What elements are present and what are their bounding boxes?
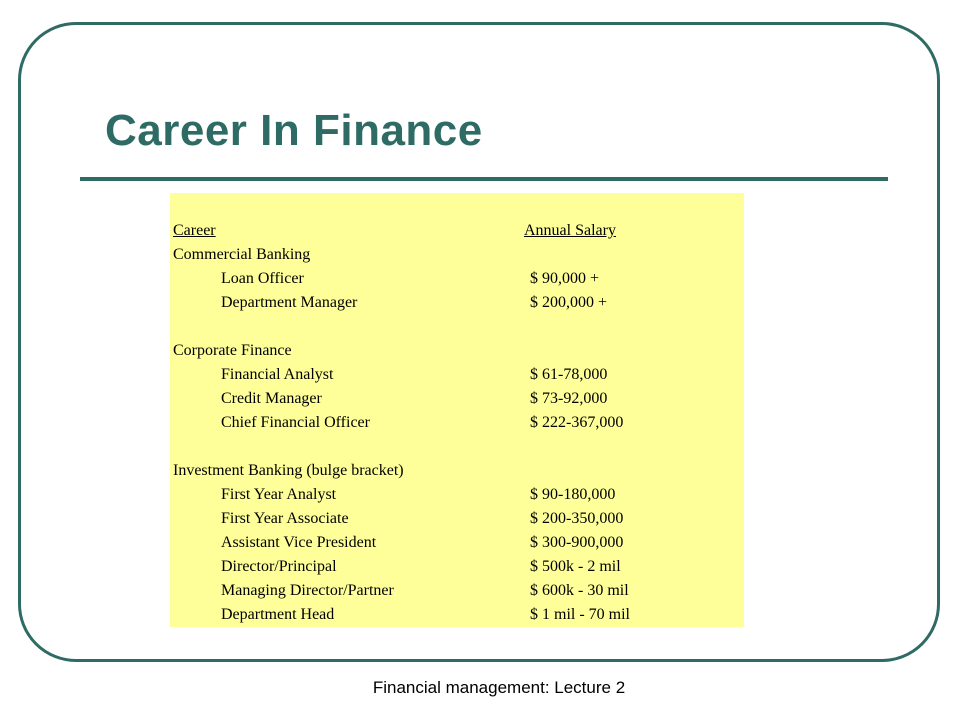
salary-cell: $ 500k - 2 mil xyxy=(530,558,621,575)
career-cell: Director/Principal xyxy=(221,558,337,575)
salary-cell: $ 300-900,000 xyxy=(530,534,624,551)
career-cell: Financial Analyst xyxy=(221,366,334,383)
career-cell: Loan Officer xyxy=(221,270,304,287)
career-cell: Credit Manager xyxy=(221,390,322,407)
career-cell: First Year Analyst xyxy=(221,486,337,503)
table-header-row xyxy=(170,219,744,243)
slide-title: Career In Finance xyxy=(105,106,483,155)
table-row xyxy=(170,603,744,627)
salary-cell: $ 600k - 30 mil xyxy=(530,582,629,599)
section-heading xyxy=(170,459,744,483)
header-annual-salary: Annual Salary xyxy=(524,222,616,239)
table-row xyxy=(170,363,744,387)
slide-footer: Financial management: Lecture 2 xyxy=(372,678,626,697)
table-row xyxy=(170,483,744,507)
table-row xyxy=(170,267,744,291)
salary-cell: $ 90-180,000 xyxy=(530,486,616,503)
table-row xyxy=(170,555,744,579)
section-commercial-banking: Commercial Banking xyxy=(173,246,311,263)
career-cell: Chief Financial Officer xyxy=(221,414,370,431)
salary-cell: $ 200-350,000 xyxy=(530,510,624,527)
section-corporate-finance: Corporate Finance xyxy=(173,342,292,359)
table-row xyxy=(170,579,744,603)
salary-cell: $ 1 mil - 70 mil xyxy=(530,606,630,623)
salary-cell: $ 200,000 + xyxy=(530,294,608,311)
table-row xyxy=(170,531,744,555)
table-row xyxy=(170,291,744,315)
header-career: Career xyxy=(173,222,216,239)
salary-cell: $ 73-92,000 xyxy=(530,390,608,407)
section-heading xyxy=(170,243,744,267)
section-heading xyxy=(170,339,744,363)
career-cell: Department Manager xyxy=(221,294,358,311)
career-cell: First Year Associate xyxy=(221,510,349,527)
table-row xyxy=(170,411,744,435)
career-cell: Assistant Vice President xyxy=(221,534,377,551)
salary-cell: $ 90,000 + xyxy=(530,270,600,287)
career-cell: Managing Director/Partner xyxy=(221,582,394,599)
salary-table xyxy=(170,193,744,627)
career-cell: Department Head xyxy=(221,606,335,623)
table-row xyxy=(170,507,744,531)
section-investment-banking: Investment Banking (bulge bracket) xyxy=(173,462,404,479)
salary-cell: $ 222-367,000 xyxy=(530,414,624,431)
table-row xyxy=(170,387,744,411)
title-divider xyxy=(80,177,888,181)
salary-cell: $ 61-78,000 xyxy=(530,366,608,383)
